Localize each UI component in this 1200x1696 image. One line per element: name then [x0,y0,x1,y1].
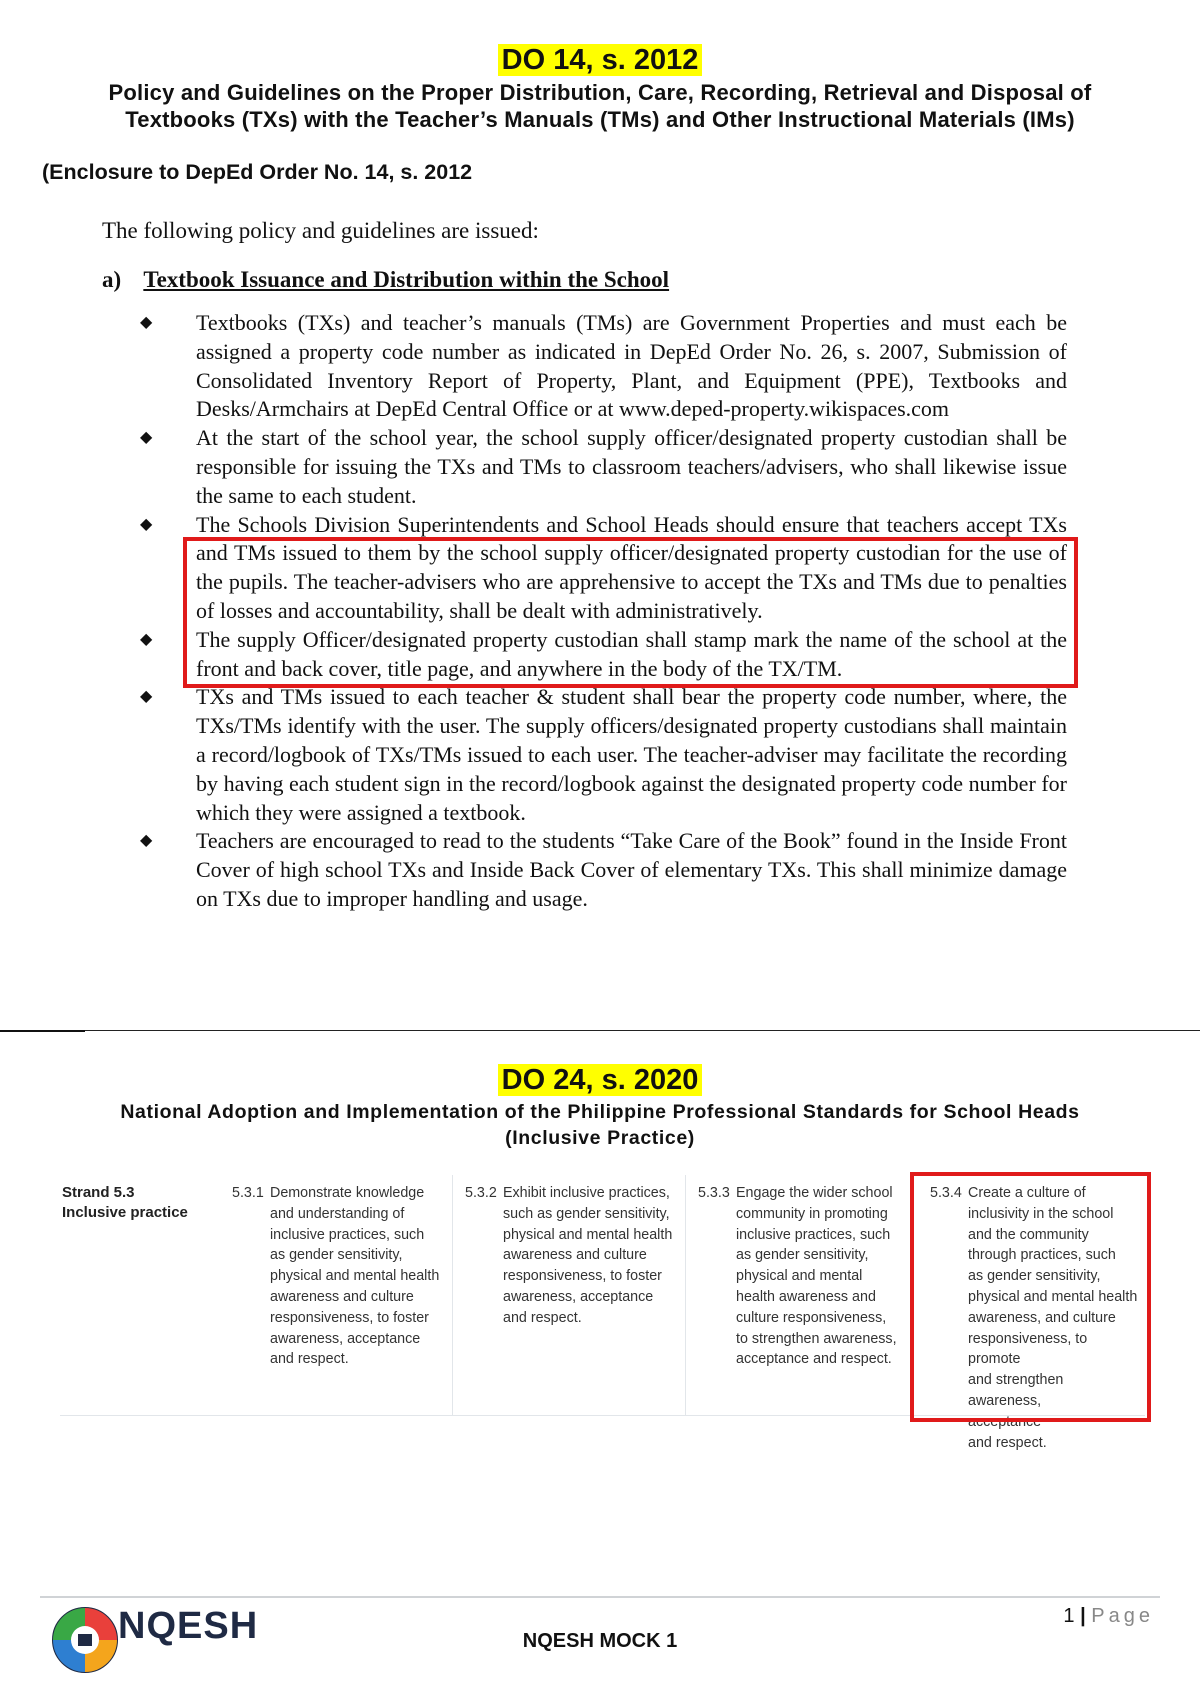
indicator-text: Exhibit inclusive practices, such as gender sensitivity, physical and mental health awareness and culture responsiveness, to foster awareness, acceptance and respect. [503,1185,673,1326]
column-divider [685,1175,686,1415]
heading-label: a) [102,267,122,292]
list-item [140,424,1067,510]
section1-title: DO 14, s. 2012 [498,44,703,76]
section-divider [85,1030,1200,1031]
list-item-text: TXs and TMs issued to each teacher & student shall bear the property code number, where, the TXs/TMs identify with the user. The supply officers/designated property custodians shall maintain a record/logbook of TXs/TMs issued to each user. The teacher-adviser may facilitate the recording by having each student sign in the record/logbook against the designated property code number for which they were assigned a textbook. [196,684,1067,825]
indicator-text: Demonstrate knowledge and understanding of inclusive practices, such as gender sensitivity, physical and mental health awareness and culture responsiveness, to foster awareness, acceptance and respect. [270,1185,440,1368]
strand-label [62,1183,232,1223]
list-item-text: The Schools Division Superintendents and School Heads should ensure that teachers accept TXs and TMs issued to them by the school supply officer/designated property custodian for the use of the pupils. The teacher-advisers who are apprehensive to accept the TXs and TMs due to penalties of losses and accountability, shall be dealt with administratively. [196,511,1067,623]
strand-number: Strand 5.3 [62,1184,135,1201]
indicator-number: 5.3.2 [465,1185,497,1201]
column-divider [452,1175,453,1415]
indicator-text: Create a culture of inclusivity in the school and the community through practices, such as gender sensitivity, physical and mental health awareness, and culture responsiveness, to promote and strengthen awareness, acceptance and respect. [968,1185,1138,1451]
mock-label: NQESH MOCK 1 [522,1630,678,1652]
section2-title: DO 24, s. 2020 [498,1064,703,1096]
indicator-number: 5.3.4 [930,1185,962,1201]
indicator-5-3-1 [232,1183,447,1370]
logo-text: NQESH [118,1605,259,1647]
strand-name: Inclusive practice [62,1204,188,1221]
list-item [140,683,1067,827]
footer-rule [40,1596,1160,1598]
section2-title-wrap [0,1064,1200,1097]
section1-title-wrap [0,44,1200,77]
indicator-number: 5.3.1 [232,1185,264,1201]
highlight-box-bullet-3 [183,537,1078,688]
diamond-bullet-icon: ◆ [140,688,153,706]
indicator-number: 5.3.3 [698,1185,730,1201]
section2-subtitle-line1: National Adoption and Implementation of the Philippine Professional Standards for School Heads [120,1101,1080,1123]
intro-text: The following policy and guidelines are issued: [102,218,539,243]
list-item [140,827,1067,913]
highlight-box-indicator-5-3-4 [910,1172,1151,1422]
divider-left-segment [0,1030,85,1032]
indicator-5-3-3 [698,1183,908,1370]
page-word: Page [1091,1605,1154,1627]
section2-subtitle-line2: (Inclusive Practice) [505,1127,695,1149]
list-item [140,309,1067,424]
enclosure-note: (Enclosure to DepEd Order No. 14, s. 2012 [42,160,473,184]
page-number [1063,1605,1154,1628]
diamond-bullet-icon: ◆ [140,314,153,331]
section1-subtitle-line2: Textbooks (TXs) with the Teacher’s Manuals (TMs) and Other Instructional Materials (IMs) [125,107,1075,132]
diamond-bullet-icon: ◆ [140,630,153,648]
section-heading-a [102,267,669,293]
indicator-5-3-2 [465,1183,680,1329]
page-separator: | [1080,1605,1086,1627]
list-item-text: At the start of the school year, the school supply officer/designated property custodian shall be responsible for issuing the TXs and TMs to classroom teachers/advisers, who shall likewise issue the same to each student. [196,425,1067,508]
page-number-value: 1 [1063,1605,1075,1627]
diamond-bullet-icon: ◆ [140,515,153,533]
indicator-text: Engage the wider school community in promoting inclusive practices, such as gender sensitivity, physical and mental health awareness and culture responsiveness, to strengthen awareness, acceptance and respect. [736,1185,897,1368]
list-item-text: The supply Officer/designated property custodian shall stamp mark the name of the school at the front and back cover, title page, and anywhere in the body of the TX/TM. [196,626,1067,681]
diamond-bullet-icon: ◆ [140,429,153,447]
diamond-bullet-icon: ◆ [140,832,153,850]
list-item-text: Textbooks (TXs) and teacher’s manuals (TMs) are Government Properties and must each be assigned a property code number as indicated in DepEd Order No. 26, s. 2007, Submission of Consolidated Inventory Report of Property, Plant, and Equipment (PPE), Textbooks and Desks/Armchairs at DepEd Central Office or at www.deped-property.wikispaces.com [196,310,1067,422]
section1-subtitle-line1: Policy and Guidelines on the Proper Distribution, Care, Recording, Retrieval and Disposal of [108,80,1092,105]
list-item-text: Teachers are encouraged to read to the students “Take Care of the Book” found in the Inside Front Cover of high school TXs and Inside Back Cover of elementary TXs. This shall minimize damage on TXs due to improper handling and usage. [196,828,1067,911]
heading-text: Textbook Issuance and Distribution within the School [143,267,670,292]
